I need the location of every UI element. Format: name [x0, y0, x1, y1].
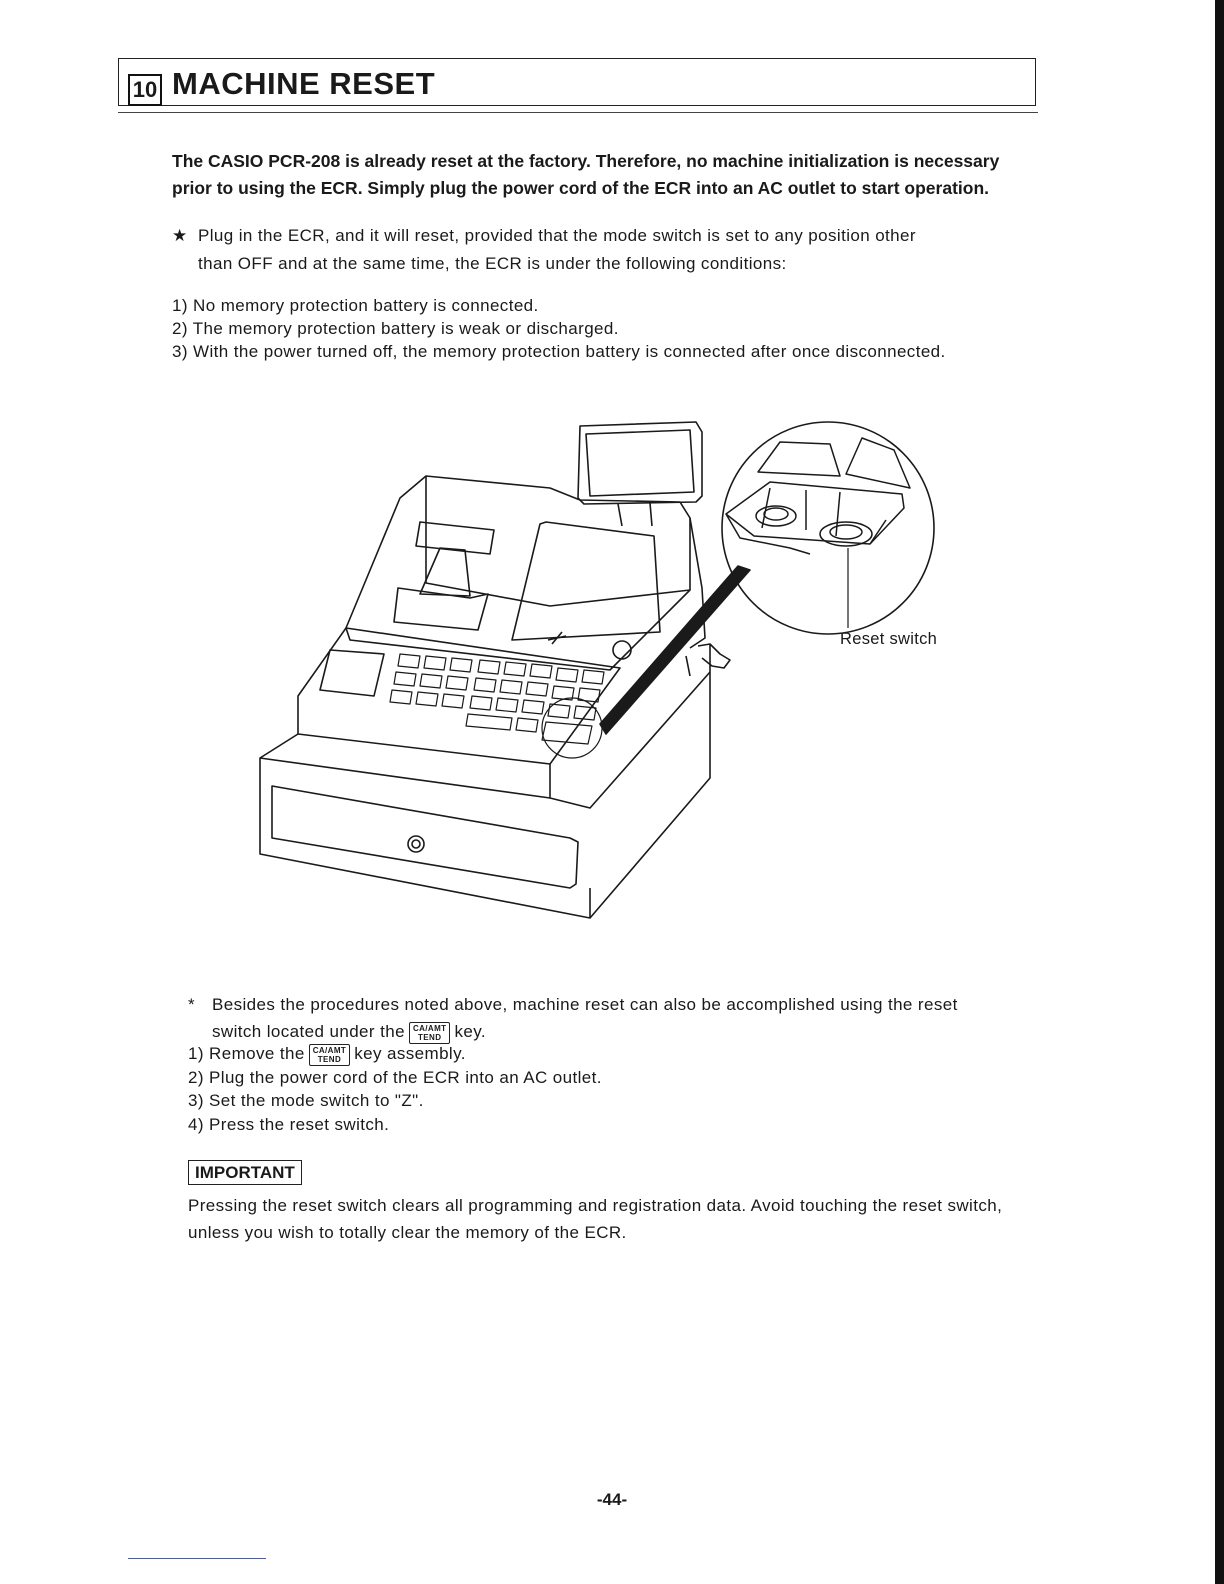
ca-amt-tend-key-icon: CA/AMT TEND — [309, 1044, 351, 1066]
important-label: IMPORTANT — [188, 1160, 302, 1185]
asterisk-icon: * — [188, 995, 196, 1014]
footnote-rule — [128, 1558, 266, 1559]
magnified-detail-circle — [722, 422, 934, 634]
display-window — [320, 650, 384, 696]
step-item: 4) Press the reset switch. — [188, 1114, 390, 1134]
journal-cover — [512, 522, 660, 640]
drawer-lock — [408, 836, 424, 852]
besides-line-2: switch located under the CA/AMT TEND key. — [212, 1022, 486, 1042]
cash-register-illustration — [250, 418, 970, 948]
star-note-line-1: Plug in the ECR, and it will reset, provided that the mode switch is set to any position other — [198, 226, 916, 245]
register-body — [426, 476, 690, 606]
scan-edge-bar — [1215, 0, 1224, 1584]
condition-item: 3) With the power turned off, the memory protection battery is connected after once disconnected. — [172, 342, 946, 361]
important-text: Pressing the reset switch clears all programming and registration data. Avoid touching the reset switch, unless you wish to totally clear the memory of the ECR. — [188, 1196, 1003, 1242]
condition-item: 1) No memory protection battery is connected. — [172, 296, 539, 315]
star-note-line-2: than OFF and at the same time, the ECR is under the following conditions: — [198, 254, 787, 273]
section-header-underline — [118, 112, 1038, 113]
star-icon: ★ — [172, 226, 188, 245]
ca-amt-tend-key-icon: CA/AMT TEND — [409, 1022, 451, 1044]
step-item: 3) Set the mode switch to "Z". — [188, 1091, 424, 1111]
condition-list — [172, 294, 1052, 363]
condition-item: 2) The memory protection battery is weak or discharged. — [172, 319, 619, 338]
reset-condition-note — [172, 222, 1042, 278]
step-item: 2) Plug the power cord of the ECR into an AC outlet. — [188, 1067, 602, 1087]
step-item: 1) Remove the CA/AMT TEND key assembly. — [188, 1044, 466, 1064]
key-callout-circle — [542, 698, 602, 758]
section-number: 10 — [128, 74, 162, 106]
alternate-reset-note — [188, 991, 1058, 1045]
besides-line-1: Besides the procedures noted above, machine reset can also be accomplished using the reset — [212, 995, 958, 1014]
page-number: -44- — [596, 1490, 628, 1509]
section-title: MACHINE RESET — [172, 66, 436, 101]
keypad — [390, 654, 604, 744]
intro-paragraph: The CASIO PCR-208 is already reset at the factory. Therefore, no machine initialization is necessary prior to using the ECR. Simply plug the power cord of the ECR into an AC outlet to start operation. — [172, 151, 1000, 198]
drawer-front — [272, 786, 578, 888]
reset-switch-label: Reset switch — [840, 630, 938, 648]
reset-steps-list — [188, 1042, 1058, 1136]
